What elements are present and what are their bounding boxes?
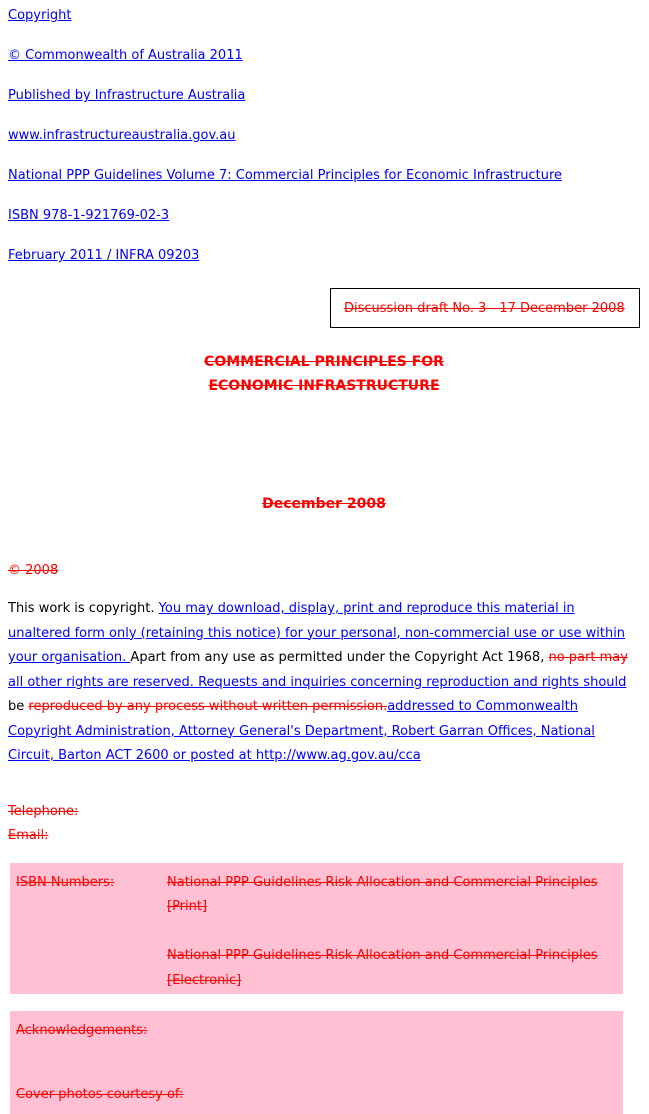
- inserted-line-website-link: www.infrastructureaustralia.gov.au: [8, 128, 236, 143]
- paragraph-segment-inserted: addressed to Commonwealth Copyright Administration, Attorney General's Department, Robert Garran Offices, National Circuit, Barton ACT 2600 or posted at http://www.ag.gov.au/cca: [8, 699, 595, 763]
- paragraph-segment-deleted: no part may: [548, 650, 628, 665]
- paragraph-segment-normal: Apart from any use as permitted under the Copyright Act 1968,: [130, 650, 549, 665]
- deleted-title-line1: COMMERCIAL PRINCIPLES FOR: [204, 354, 444, 370]
- acknowledgements-row: [16, 1019, 617, 1044]
- deleted-main-title: [8, 350, 640, 398]
- deleted-date: December 2008: [262, 496, 386, 512]
- copyright-notice-paragraph: [8, 597, 628, 769]
- deleted-copyright-year: © 2008: [8, 563, 59, 578]
- paragraph-segment-normal: be: [8, 699, 29, 714]
- deleted-contact-block: [8, 800, 640, 849]
- cover-photos-label: Cover photos courtesy of:: [16, 1087, 184, 1102]
- isbn-entry-format: [Electronic]: [167, 972, 242, 988]
- deleted-email-label: Email:: [8, 828, 49, 843]
- inserted-line-guidelines-title: National PPP Guidelines Volume 7: Commercial Principles for Economic Infrastructure: [8, 168, 563, 183]
- paragraph-segment-normal: This work is copyright.: [8, 601, 159, 616]
- paragraph-segment-inserted: You may download, display, print and reproduce this material in unaltered form only (retaining this notice) for your personal, non-commercial use or use within your organisation.: [8, 601, 626, 665]
- acknowledgements-table: [10, 1011, 623, 1114]
- deleted-title-line2: ECONOMIC INFRASTRUCTURE: [208, 378, 440, 394]
- isbn-entry-title: National PPP Guidelines Risk Allocation and Commercial Principles: [167, 874, 598, 890]
- isbn-label: ISBN Numbers:: [16, 874, 115, 890]
- paragraph-segment-inserted: all other rights are reserved. Requests and inquiries concerning reproduction and rights should: [8, 674, 627, 690]
- acknowledgements-label: Acknowledgements:: [16, 1022, 148, 1038]
- isbn-entry-print: [167, 871, 617, 920]
- isbn-numbers-table: [10, 863, 623, 994]
- isbn-entry-title: National PPP Guidelines Risk Allocation and Commercial Principles: [167, 948, 598, 963]
- inserted-line-copyright: Copyright: [8, 8, 72, 23]
- isbn-value-cell: [167, 871, 617, 994]
- inserted-line-isbn: ISBN 978-1-921769-02-3: [8, 208, 170, 223]
- discussion-draft-box: [330, 288, 640, 328]
- inserted-line-commonwealth: © Commonwealth of Australia 2011: [8, 48, 243, 63]
- inserted-line-date-ref: February 2011 / INFRA 09203: [8, 248, 200, 263]
- isbn-entry-electronic: [167, 944, 617, 993]
- discussion-draft-text: Discussion draft No. 3 - 17 December 2008: [344, 300, 625, 316]
- isbn-label-cell: [16, 871, 167, 994]
- paragraph-segment-deleted: reproduced by any process without written permission.: [28, 699, 388, 714]
- deleted-telephone-label: Telephone:: [8, 803, 79, 819]
- isbn-entry-format: [Print]: [167, 899, 208, 914]
- inserted-line-publisher: Published by Infrastructure Australia: [8, 88, 246, 103]
